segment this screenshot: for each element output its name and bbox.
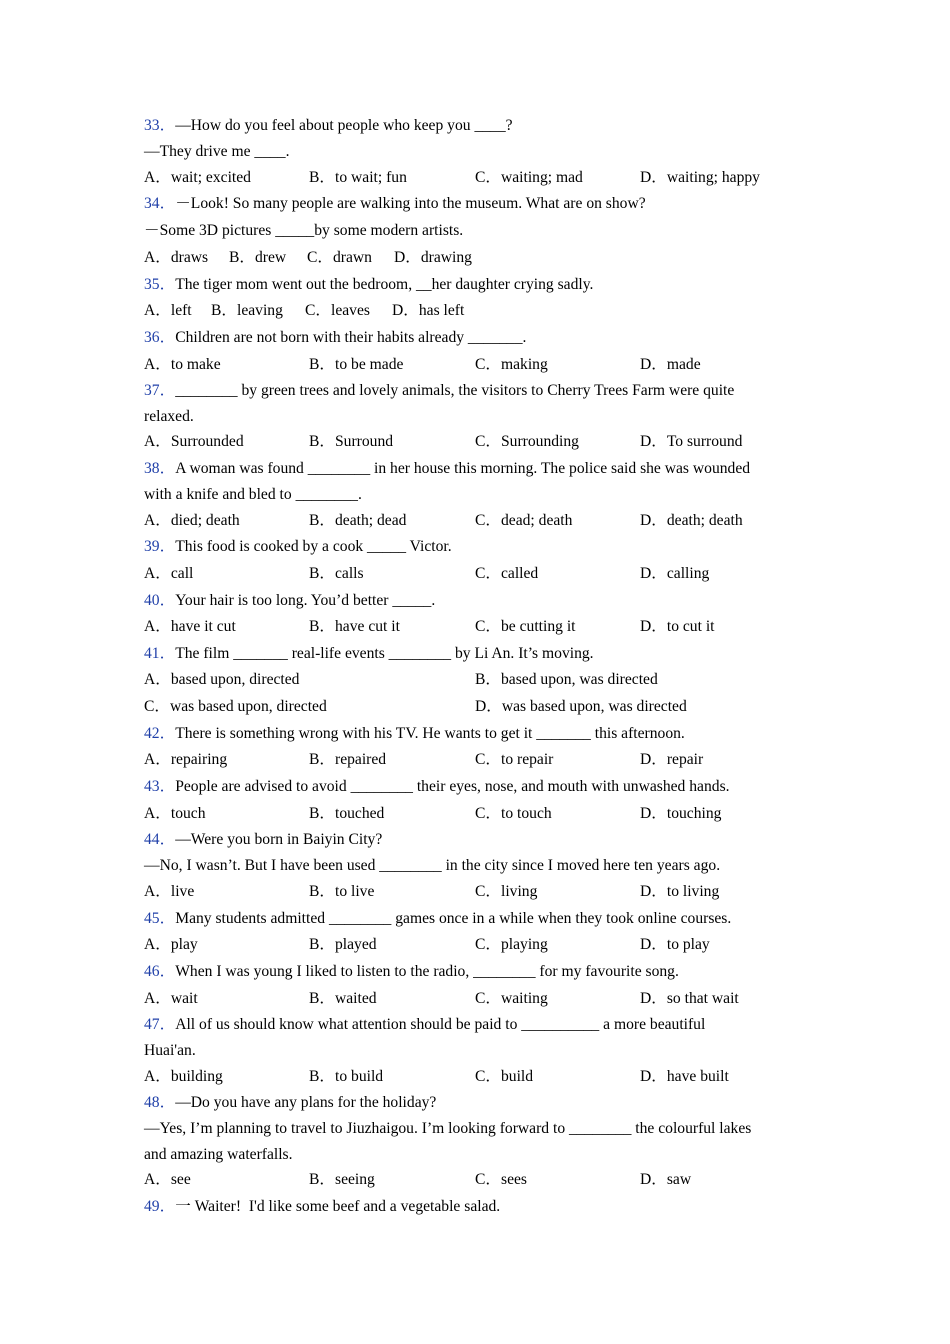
question-39-stem: [144, 537, 452, 557]
question-text: When I was young I liked to listen to the radio, ________ for my favourite song.: [175, 963, 679, 980]
option-b: B．to build: [309, 1068, 384, 1085]
option-c: C．drawn: [307, 249, 372, 266]
option-b: B．to be made: [309, 356, 404, 373]
question-48-reply: —Yes, I’m planning to travel to Jiuzhaigou. I’m looking forward to ________ the colourful lakes: [144, 1120, 752, 1137]
option-c: C．to repair: [475, 751, 554, 768]
option-b: B．to wait; fun: [309, 169, 407, 186]
question-number: 47．: [144, 1016, 176, 1033]
option-a: A．left: [144, 302, 192, 319]
option-a: A．building: [144, 1068, 223, 1085]
question-47-stem: [144, 1015, 705, 1035]
option-c: C．Surrounding: [475, 433, 579, 450]
option-d: D．drawing: [394, 249, 472, 266]
option-b: B．repaired: [309, 751, 387, 768]
option-b: B．played: [309, 936, 377, 953]
option-c: C．leaves: [305, 302, 370, 319]
question-35-stem: [144, 275, 593, 295]
question-33-reply: —They drive me ____.: [144, 143, 290, 160]
option-b: B．death; dead: [309, 512, 407, 529]
question-number: 42．: [144, 725, 176, 742]
option-d: D．to living: [640, 883, 720, 900]
option-d: D．waiting; happy: [640, 169, 760, 186]
option-a: A．repairing: [144, 751, 228, 768]
question-44-stem: [144, 830, 382, 850]
question-number: 44．: [144, 831, 176, 848]
question-34-reply: －Some 3D pictures _____by some modern artists.: [144, 222, 464, 239]
question-number: 39．: [144, 538, 176, 555]
option-b: B．Surround: [309, 433, 394, 450]
option-c: C．waiting; mad: [475, 169, 583, 186]
question-text: The tiger mom went out the bedroom, __her daughter crying sadly.: [175, 276, 594, 293]
question-48-continuation: and amazing waterfalls.: [144, 1146, 293, 1163]
question-text: There is something wrong with his TV. He wants to get it _______ this afternoon.: [175, 725, 685, 742]
question-47-continuation: Huai'an.: [144, 1042, 196, 1059]
option-a: A．to make: [144, 356, 221, 373]
question-number: 48．: [144, 1094, 176, 1111]
option-c: C．dead; death: [475, 512, 573, 529]
option-b: B．seeing: [309, 1171, 375, 1188]
option-d: D．calling: [640, 565, 710, 582]
option-d: D．have built: [640, 1068, 729, 1085]
option-a: A．draws: [144, 249, 209, 266]
option-c: C．be cutting it: [475, 618, 576, 635]
option-b: B．to live: [309, 883, 375, 900]
option-c: C．was based upon, directed: [144, 698, 327, 715]
option-b: B．waited: [309, 990, 377, 1007]
question-number: 36．: [144, 329, 176, 346]
option-c: C．making: [475, 356, 548, 373]
question-text: This food is cooked by a cook _____ Victor.: [175, 538, 452, 555]
question-number: 33．: [144, 117, 176, 134]
question-text: ________ by green trees and lovely animals, the visitors to Cherry Trees Farm were quite: [175, 382, 735, 399]
option-d: D．repair: [640, 751, 704, 768]
option-b: B．calls: [309, 565, 364, 582]
option-a: A．wait; excited: [144, 169, 251, 186]
question-number: 41．: [144, 645, 176, 662]
option-a: A．touch: [144, 805, 206, 822]
option-a: A．call: [144, 565, 194, 582]
question-36-stem: [144, 328, 526, 348]
option-d: D．To surround: [640, 433, 743, 450]
question-text: —Were you born in Baiyin City?: [175, 831, 383, 848]
question-37-stem: [144, 381, 734, 401]
option-d: D．made: [640, 356, 701, 373]
question-number: 45．: [144, 910, 176, 927]
question-text: －Look! So many people are walking into the museum. What are on show?: [175, 195, 646, 212]
option-a: A．play: [144, 936, 198, 953]
question-text: Many students admitted ________ games once in a while when they took online courses.: [175, 910, 732, 927]
question-46-stem: [144, 962, 679, 982]
option-d: D．saw: [640, 1171, 692, 1188]
option-b: B．have cut it: [309, 618, 400, 635]
question-number: 46．: [144, 963, 176, 980]
option-d: D．has left: [392, 302, 465, 319]
question-48-stem: [144, 1093, 436, 1113]
option-d: D．to play: [640, 936, 710, 953]
question-number: 38．: [144, 460, 176, 477]
question-text: A woman was found ________ in her house this morning. The police said she was wounded: [175, 460, 751, 477]
question-text: People are advised to avoid ________ their eyes, nose, and mouth with unwashed hands.: [175, 778, 730, 795]
option-d: D．touching: [640, 805, 722, 822]
option-d: D．to cut it: [640, 618, 715, 635]
question-text: The film _______ real-life events ________ by Li An. It’s moving.: [175, 645, 594, 662]
question-34-stem: [144, 194, 646, 214]
option-c: C．to touch: [475, 805, 552, 822]
option-b: B．touched: [309, 805, 385, 822]
option-b: B．based upon, was directed: [475, 671, 658, 688]
option-c: C．sees: [475, 1171, 527, 1188]
question-44-reply: —No, I wasn’t. But I have been used ________ in the city since I moved here ten years ago.: [144, 857, 721, 874]
option-a: A．have it cut: [144, 618, 236, 635]
question-38-continuation: with a knife and bled to ________.: [144, 486, 362, 503]
question-text: —How do you feel about people who keep you ____?: [175, 117, 513, 134]
question-number: 40．: [144, 592, 176, 609]
option-a: A．died; death: [144, 512, 240, 529]
question-45-stem: [144, 909, 731, 929]
question-number: 49．: [144, 1198, 176, 1215]
question-37-continuation: relaxed.: [144, 408, 194, 425]
option-a: A．live: [144, 883, 195, 900]
option-b: B．drew: [229, 249, 287, 266]
question-42-stem: [144, 724, 685, 744]
option-a: A．Surrounded: [144, 433, 244, 450]
option-a: A．wait: [144, 990, 198, 1007]
question-38-stem: [144, 459, 750, 479]
option-b: B．leaving: [211, 302, 283, 319]
question-text: All of us should know what attention should be paid to __________ a more beautiful: [175, 1016, 706, 1033]
question-text: Children are not born with their habits already _______.: [175, 329, 527, 346]
option-a: A．see: [144, 1171, 191, 1188]
option-d: D．was based upon, was directed: [475, 698, 687, 715]
option-d: D．so that wait: [640, 990, 739, 1007]
option-c: C．build: [475, 1068, 534, 1085]
question-text: —Do you have any plans for the holiday?: [175, 1094, 437, 1111]
question-text: 一 Waiter! I'd like some beef and a vegetable salad.: [175, 1198, 501, 1215]
question-43-stem: [144, 777, 730, 797]
option-c: C．playing: [475, 936, 548, 953]
question-number: 37．: [144, 382, 176, 399]
question-number: 34．: [144, 195, 176, 212]
question-33-stem: [144, 116, 513, 136]
option-c: C．called: [475, 565, 539, 582]
question-text: Your hair is too long. You’d better _____.: [175, 592, 436, 609]
question-number: 43．: [144, 778, 176, 795]
option-a: A．based upon, directed: [144, 671, 300, 688]
question-41-stem: [144, 644, 594, 664]
option-d: D．death; death: [640, 512, 743, 529]
question-40-stem: [144, 591, 435, 611]
option-c: C．waiting: [475, 990, 548, 1007]
question-49-stem: [144, 1197, 500, 1217]
option-c: C．living: [475, 883, 538, 900]
question-number: 35．: [144, 276, 176, 293]
